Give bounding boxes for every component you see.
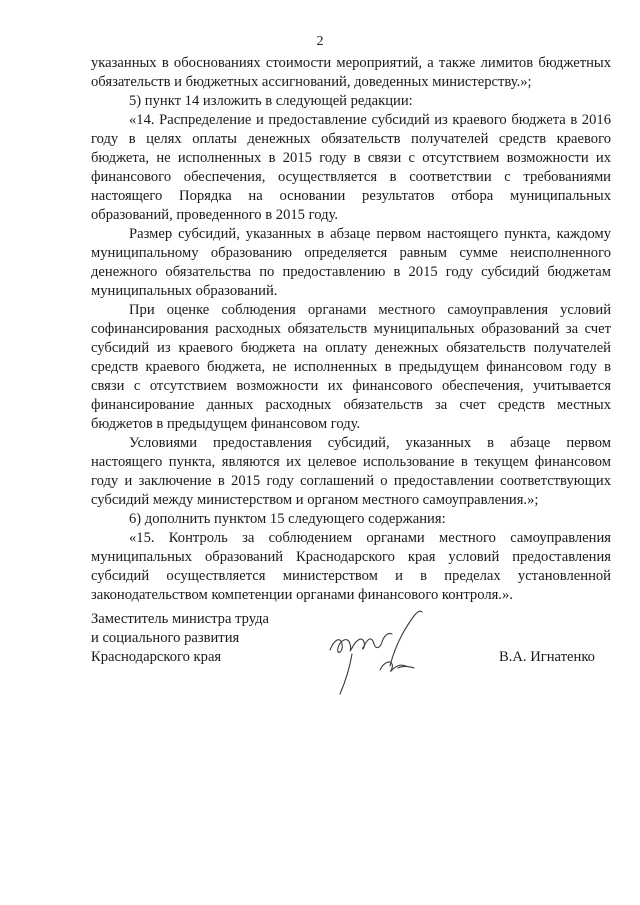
- signer-position-line: Краснодарского края: [91, 649, 222, 665]
- paragraph-continuation: указанных в обоснованиях стоимости мероприятий, а также лимитов бюджетных обязательств и бюджетных ассигнований, доведенных министерству.»;: [91, 55, 611, 90]
- document-body: [91, 54, 611, 605]
- paragraph-item-5: 5) пункт 14 изложить в следующей редакции:: [129, 93, 413, 109]
- paragraph-point-14: «14. Распределение и предоставление субсидий из краевого бюджета в 2016 году в целях оплаты денежных обязательств получателей средств краевого бюджета, не исполненных в 2015 году в связи с отсутствием возможности их финансового обеспечения, осуществляется в соответствии с требованиями настоящего Порядка на основании результатов отбора муниципальных образований, проведенного в 2015 году.: [91, 112, 611, 223]
- signer-name: В.А. Игнатенко: [499, 649, 595, 665]
- paragraph-item-6: 6) дополнить пунктом 15 следующего содержания:: [129, 511, 446, 527]
- paragraph-point-15: «15. Контроль за соблюдением органами местного самоуправления муниципальных образований Краснодарского края условий предоставления субсидий осуществляется министерством и в пределах установленной законодательством компетенции органами финансового контроля.».: [91, 530, 611, 603]
- handwritten-signature: [322, 606, 432, 698]
- paragraph-subsidy-size: Размер субсидий, указанных в абзаце первом настоящего пункта, каждому муниципальному образованию определяется равным сумме неисполненного денежного обязательства по предоставлению в 2015 году субсидий бюджетам муниципальных образований.: [91, 226, 611, 299]
- page-number: 2: [316, 34, 324, 49]
- signer-position-line: Заместитель министра труда: [91, 611, 270, 627]
- signer-position: [91, 610, 269, 667]
- paragraph-conditions: Условиями предоставления субсидий, указанных в абзаце первом настоящего пункта, являются их целевое использование в текущем финансовом году и заключение в 2015 году соглашений о предоставлении соответствующих субсидий между министерством и органом местного самоуправления.»;: [91, 435, 611, 508]
- signer-position-line: и социального развития: [91, 630, 240, 646]
- paragraph-cofinancing: При оценке соблюдения органами местного самоуправления условий софинансирования расходных обязательств муниципальных образований за счет субсидий из краевого бюджета на оплату денежных обязательств получателей средств краевого бюджета, не исполненных в предыдущем финансовом году в связи с отсутствием возможности их финансового обеспечения, учитывается финансирование данных расходных обязательств за счет средств местных бюджетов в предыдущем финансовом году.: [91, 302, 611, 432]
